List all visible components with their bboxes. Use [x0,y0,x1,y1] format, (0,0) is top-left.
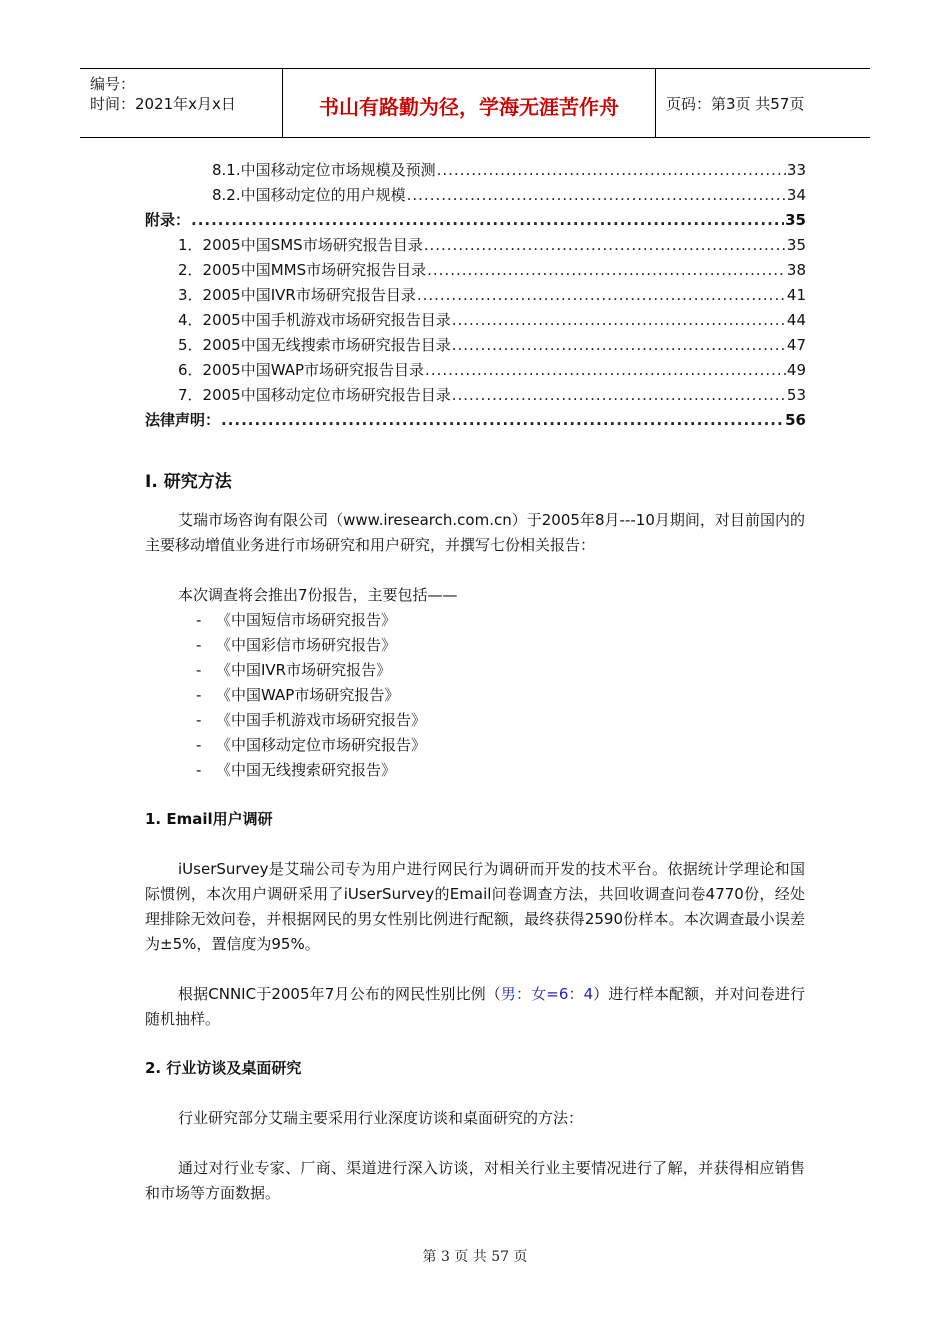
section-intro-paragraph: 艾瑞市场咨询有限公司（www.iresearch.com.cn）于2005年8月---10月期间，对目前国内的主要移动增值业务进行市场研究和用户研究，并撰写七份相关报告： [145,511,805,554]
page-header [80,68,870,138]
subsection-title-email-survey: 1. Email用户调研 [145,810,273,828]
bullet-dash: - [196,611,202,629]
cnnic-paragraph-text: 根据CNNIC于2005年7月公布的网民性别比例（ [178,985,501,1003]
toc-entry-title: 3．2005中国IVR市场研究报告目录 [178,286,416,304]
toc-entry-legal[interactable] [145,409,806,431]
toc-leader-dots [425,359,786,381]
list-item-text: 《中国移动定位市场研究报告》 [216,736,427,754]
toc-entry-title: 1．2005中国SMS市场研究报告目录 [178,236,423,254]
toc-entry-appendix[interactable] [145,209,806,231]
header-right-cell [656,69,870,137]
toc-entry-title: 8.1.中国移动定位市场规模及预测 [212,161,436,179]
cnnic-paragraph [145,982,805,1032]
toc-entry-title: 法律声明： [145,411,221,429]
toc-entry-title: 5．2005中国无线搜索市场研究报告目录 [178,336,451,354]
toc-entry-page: 53 [786,386,806,404]
interview-paragraph: 通过对行业专家、厂商、渠道进行深入访谈，对相关行业主要情况进行了解，并获得相应销售和市场等方面数据。 [145,1159,805,1202]
list-item-text: 《中国无线搜索研究报告》 [216,761,397,779]
reports-intro-text: 本次调查将会推出7份报告，主要包括—— [178,586,458,604]
section-title: I. 研究方法 [145,472,232,492]
toc-entry-page: 38 [786,261,806,279]
toc-entry[interactable] [178,334,806,356]
cnnic-paragraph-text-end: ）进行样本配额，并对问卷进行随机抽样。 [145,985,805,1028]
toc-entry[interactable] [178,359,806,381]
page-footer: 第 3 页 共 57 页 [422,1249,528,1265]
toc-leader-dots [452,334,786,356]
toc-leader-dots [452,384,786,406]
list-item-text: 《中国WAP市场研究报告》 [216,686,400,704]
toc-entry-title: 6．2005中国WAP市场研究报告目录 [178,361,425,379]
toc-entry-title: 8.2.中国移动定位的用户规模 [212,186,406,204]
list-item [196,683,399,708]
list-item [196,758,396,783]
toc-leader-dots [424,234,786,256]
header-motto: 书山有路勤为径，学海无涯苦作舟 [319,95,619,119]
toc-entry-page: 35 [786,236,806,254]
toc-entry[interactable] [178,284,806,306]
industry-research-paragraph: 行业研究部分艾瑞主要采用行业深度访谈和桌面研究的方法： [178,1109,584,1127]
toc-entry-page: 33 [786,161,806,179]
gender-ratio-text: 男：女=6：4 [500,985,594,1003]
toc-entry-page: 35 [785,211,806,229]
bullet-dash: - [196,736,202,754]
toc-entry-page: 56 [785,411,806,429]
toc-entry[interactable] [178,234,806,256]
list-item [196,633,396,658]
toc-leader-dots [191,209,784,231]
list-item [196,708,426,733]
toc-entry[interactable] [212,184,806,206]
toc-entry-page: 44 [786,311,806,329]
toc-entry-title: 2．2005中国MMS市场研究报告目录 [178,261,427,279]
header-page-number: 页码：第3页 共57页 [666,95,805,113]
toc-entry[interactable] [178,259,806,281]
toc-entry-page: 34 [786,186,806,204]
header-middle-cell [283,69,656,137]
list-item [196,658,391,683]
list-item [196,608,396,633]
bullet-dash: - [196,661,202,679]
header-left-cell [80,69,283,137]
toc-leader-dots [407,184,786,206]
toc-entry[interactable] [212,159,806,181]
toc-entry[interactable] [178,384,806,406]
toc-leader-dots [452,309,786,331]
bullet-dash: - [196,636,202,654]
toc-entry-title: 7．2005中国移动定位市场研究报告目录 [178,386,451,404]
bullet-dash: - [196,686,202,704]
toc-entry-page: 47 [786,336,806,354]
list-item-text: 《中国彩信市场研究报告》 [216,636,397,654]
toc-leader-dots [427,259,786,281]
email-survey-paragraph: iUserSurvey是艾瑞公司专为用户进行网民行为调研而开发的技术平台。依据统计学理论和国际惯例，本次用户调研采用了iUserSurvey的Email问卷调查方法，共回收调查问卷4770份，经处理排除无效问卷，并根据网民的男女性别比例进行配额，最终获得2590份样本。本次调查最小误差为±5%，置信度为95%。 [145,860,805,953]
bullet-dash: - [196,761,202,779]
toc-entry-title: 附录： [145,211,191,229]
list-item-text: 《中国手机游戏市场研究报告》 [216,711,427,729]
list-item [196,733,426,758]
toc-leader-dots [221,409,784,431]
toc-entry-page: 41 [786,286,806,304]
subsection-title-industry-research: 2. 行业访谈及桌面研究 [145,1059,302,1077]
toc-entry-page: 49 [786,361,806,379]
toc-leader-dots [417,284,786,306]
list-item-text: 《中国IVR市场研究报告》 [216,661,392,679]
document-code-label: 编号： [90,75,136,93]
bullet-dash: - [196,711,202,729]
document-date-label: 时间：2021年x月x日 [90,95,236,113]
toc-entry[interactable] [178,309,806,331]
toc-entry-title: 4．2005中国手机游戏市场研究报告目录 [178,311,451,329]
toc-leader-dots [437,159,786,181]
list-item-text: 《中国短信市场研究报告》 [216,611,397,629]
